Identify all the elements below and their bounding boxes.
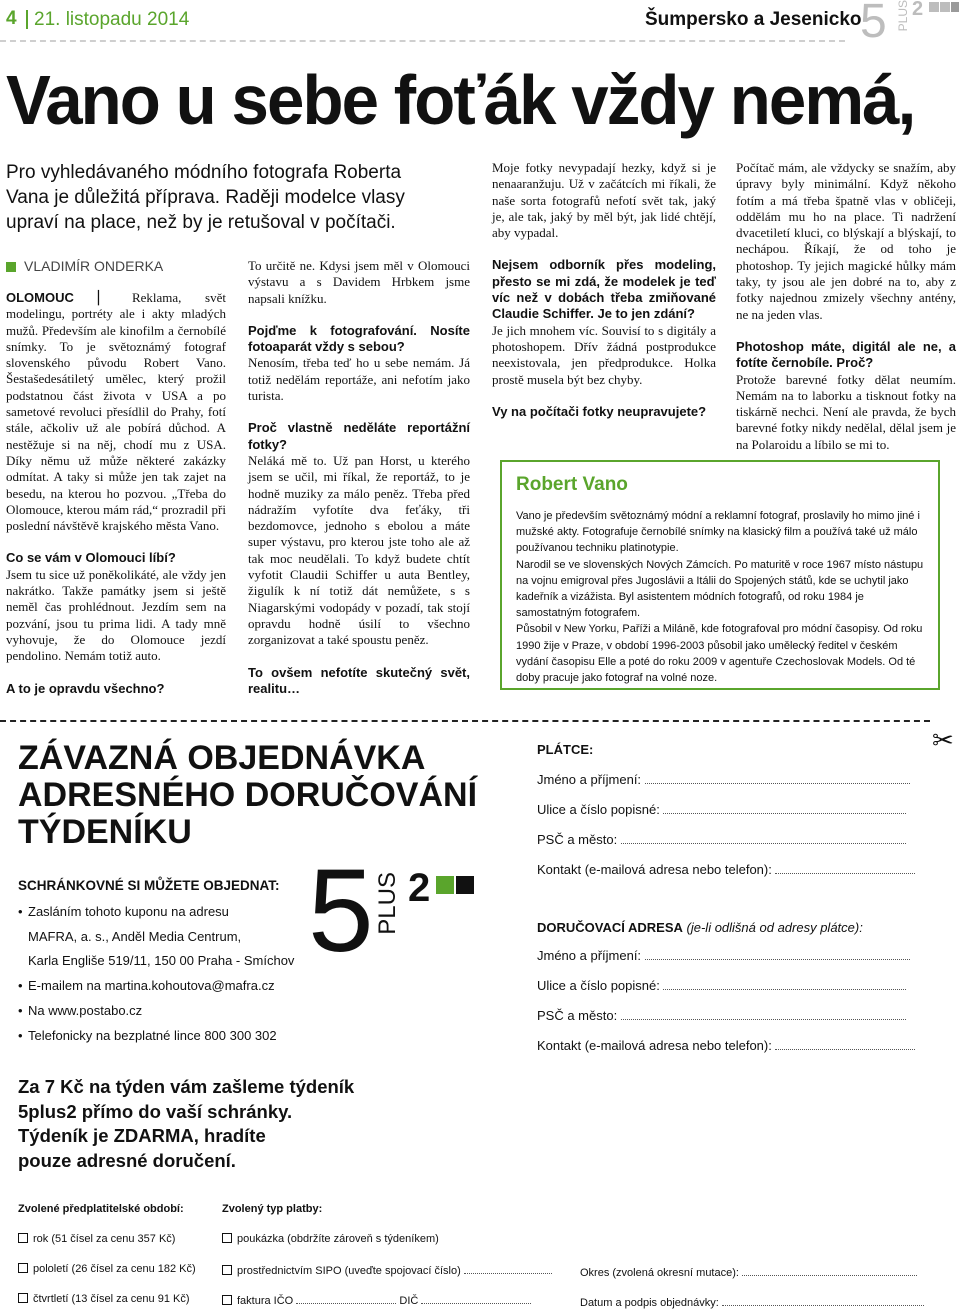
period-option-year[interactable]: rok (51 čísel za cenu 357 Kč): [18, 1233, 175, 1245]
byline-square-icon: [6, 262, 16, 272]
checkbox[interactable]: [18, 1233, 28, 1243]
question-6: Nejsem odborník přes modeling, přesto se mi zdá, že modelek je teď víc než v dobách třeba zmiňované Claudie Schiffer. Je to jen zdání?: [492, 257, 716, 322]
logo-5: 5: [860, 0, 887, 48]
scissors-icon: ✂: [932, 726, 954, 755]
bio-box: [500, 460, 940, 690]
bio-paragraph-2: Narodil se ve slovenských Nových Zámcích. Po maturitě v roce 1967 místo nástupu na vojnu emigroval přes Jugoslávii a Itálii do Spojených států, kde se uchytil jako kadeřník a vizážista. Byl asistentem módních fotografů, od roku 1984 je samostatným fotografem.: [516, 558, 924, 620]
question-8: Photoshop máte, digitál ale ne, a fotíte černobíle. Proč?: [736, 338, 956, 371]
article-column-4: [736, 160, 956, 453]
logo-green-square-1: [436, 876, 454, 894]
period-option-half[interactable]: pololetí (26 čísel za cenu 182 Kč): [18, 1263, 196, 1275]
masthead-logo: [860, 0, 960, 48]
payment-option-poukazka[interactable]: poukázka (obdržíte zároveň s týdeníkem): [222, 1233, 439, 1245]
payer-street-field[interactable]: Ulice a číslo popisné:: [537, 802, 906, 817]
checkbox[interactable]: [222, 1265, 232, 1275]
subscribe-list: [18, 900, 294, 1048]
subscribe-item: MAFRA, a. s., Anděl Media Centrum,: [28, 928, 242, 944]
payment-heading: Zvolený typ platby:: [222, 1203, 323, 1215]
logo-big-sup: 2: [408, 866, 431, 910]
logo-black-square-2: [456, 876, 474, 894]
article-column-1: OLOMOUC ▏ Reklama, svět modelingu, portréty ale i akty mladých mužů. Především ale kinofilm a černobílé snímky. To je světoznámý fotograf slovenského původu Robert Vano. Šestašedesátiletý umělec, který prožil podstatnou část života v USA a po sametové revoluci přesídlil do Prahy, fotí stále, ačkoliv už ale pobírá důchod. A nestěžuje si na něj, chodí mu z USA. Díky němu už může některé zakázky odmítat. A taky si může jen tak zajet na besedu, na kterou ho pozvou. „Třeba do Olomouce, kterou mám rád,“ prozradil při poslední návštěvě krajského města Vano. Co se vám v Olomouci líbí? Jsem tu sice už poněkolikáté, ale vždy jen nakrátko. Takže památky jsem si ještě neměl čas prohlédnout. Jezdím sem na pozvání, jsou tu prima lidi. A tady mně vyhovuje, že do Olomouce jezdí pendolino. Nemám totiž auto. A to je opravdu všechno?: [6, 290, 226, 696]
checkbox[interactable]: [18, 1263, 28, 1273]
5plus2-logo: [308, 845, 478, 982]
checkbox[interactable]: [222, 1233, 232, 1243]
checkbox[interactable]: [222, 1295, 232, 1305]
delivery-name-field[interactable]: Jméno a příjmení:: [537, 948, 910, 963]
subscribe-item: • Na www.postabo.cz: [18, 1002, 143, 1018]
dateline: OLOMOUC: [6, 290, 74, 305]
period-option-quarter[interactable]: čtvrtletí (13 čísel za cenu 91 Kč): [18, 1293, 190, 1305]
question-4: Proč vlastně neděláte reportážní fotky?: [248, 420, 470, 452]
intro-text: Reklama, svět modelingu, portréty ale i akty mladých mužů. Především ale kinofilm a černobílé snímky. To je světoznámý fotograf slovenského původu Robert Vano. Šestašedesátiletý umělec, který prožil podstatnou část života v USA a po sametové revoluci přesídlil do Prahy, fotí stále, ačkoliv už ale pobírá důchod. A nestěžuje si na něj, chodí mu z USA. Díky němu už může některé zakázky odmítat. A taky si může jen tak zajet na besedu, na kterou ho pozvou. „Třeba do Olomouce, kterou mám rád,“ prozradil při poslední návštěvě krajského města Vano.: [6, 290, 226, 534]
order-title-line-3: TÝDENÍKU: [18, 813, 192, 851]
article-column-2: [248, 258, 470, 697]
header-rule: [0, 40, 845, 42]
answer-5: Moje fotky nevypadají hezky, když si je nenaaranžuju. Už v začátcích mi říkali, že naše sorta fotografů nefotí svět tak, jaký je, ale tak, jaký by měl být, jak lidé chtějí, aby vypadal.: [492, 160, 716, 241]
payer-contact-field[interactable]: Kontakt (e-mailová adresa nebo telefon):: [537, 862, 915, 877]
order-title: [18, 740, 477, 851]
logo-plus: PLUS: [896, 0, 910, 32]
period-heading: Zvolené předplatitelské období:: [18, 1203, 184, 1215]
question-2: A to je opravdu všechno?: [6, 680, 165, 696]
issue-date: 21. listopadu 2014: [34, 9, 190, 30]
logo-sup: 2: [912, 0, 924, 20]
order-title-line-1: ZÁVAZNÁ OBJEDNÁVKA: [18, 739, 426, 777]
delivery-heading: DORUČOVACÍ ADRESA (je-li odlišná od adresy plátce):: [537, 920, 863, 935]
bio-title: Robert Vano: [516, 474, 628, 495]
question-1: Co se vám v Olomouci líbí?: [6, 550, 176, 566]
logo-big-plus: PLUS: [374, 872, 401, 935]
logo-square-2: [940, 2, 950, 12]
page-number: 4: [6, 8, 17, 29]
logo-square-1: [929, 2, 939, 12]
logo-square-3: [951, 2, 959, 12]
question-7: Vy na počítači fotky neupravujete?: [492, 403, 707, 419]
question-3: Pojďme k fotografování. Nosíte fotoaparát vždy s sebou?: [248, 322, 470, 355]
logo-big-5: 5: [308, 845, 374, 977]
answer-8: Protože barevné fotky dělat neumím. Nemám na to laborku a tisknout fotky na tiskárně nechci. Není ale pravda, že bych barevné fotky nikdy nedělal, dělal jsem je na Polaroidu a líbilo se mi to.: [736, 371, 956, 452]
answer-1: Jsem tu sice už poněkolikáté, ale vždy jen nakrátko. Takže památky jsem si ještě neměl čas prohlédnout. Jezdím sem na pozvání, jsou tu prima lidi. A tady mně vyhovuje, že do Olomouce jezdí pendolino. Nemám totiž auto.: [6, 566, 226, 664]
subscribe-heading: SCHRÁNKOVNÉ SI MŮŽETE OBJEDNAT:: [18, 878, 280, 893]
promo-text: Za 7 Kč na týden vám zašleme týdeník 5plus2 přímo do vaší schránky. Týdeník je ZDARMA, hradíte pouze adresné doručení.: [18, 1076, 355, 1171]
date-signature-field[interactable]: Datum a podpis objednávky:: [580, 1295, 924, 1309]
cut-line: [0, 720, 930, 722]
article-column-3: [492, 160, 716, 420]
subscribe-item: • E-mailem na martina.kohoutova@mafra.cz: [18, 978, 275, 994]
payer-city-field[interactable]: PSČ a město:: [537, 832, 906, 847]
answer-2: To určitě ne. Kdysi jsem měl v Olomouci výstavu a s Davidem Hrbkem jsme napsali knížku.: [248, 258, 470, 306]
bio-paragraph-3: Působil v New Yorku, Paříži a Miláně, kde fotografoval pro módní časopisy. Od roku 1990 žije v Praze, v období 1996-2003 působil jako umělecký ředitel v českém vydání časopisu Elle a poté do roku 2009 v agentuře Czechoslovak Models. Od té doby pracuje jako fotograf na volné noze.: [516, 623, 923, 685]
question-5: To ovšem nefotíte skutečný svět, realitu…: [248, 664, 470, 696]
payment-option-sipo[interactable]: prostřednictvím SIPO (uveďte spojovací číslo): [222, 1263, 552, 1277]
bio-paragraph-1: Vano je především světoznámý módní a reklamní fotograf, proslavily ho mimo jiné i mužské akty. Fotografuje černobílé snímky na klasický film a používá také už málo používanou techniku platinotypie.: [516, 510, 920, 555]
region-title: Šumpersko a Jesenicko: [645, 9, 862, 30]
order-title-line-2: ADRESNÉHO DORUČOVÁNÍ: [18, 776, 478, 814]
payment-option-faktura[interactable]: faktura IČO DIČ: [222, 1293, 531, 1307]
delivery-street-field[interactable]: Ulice a číslo popisné:: [537, 978, 906, 993]
answer-6: Je jich mnohem víc. Souvisí to s digitály a photoshopem. Dřív žádná postprodukce neexistovala, jen předprodukce. Holka prostě musela být bez chyby.: [492, 322, 716, 387]
author-name: VLADIMÍR ONDERKA: [24, 258, 164, 274]
okres-field[interactable]: Okres (zvolená okresní mutace):: [580, 1265, 917, 1279]
answer-4: Neláká mě to. Už pan Horst, u kterého jsem se učil, mi říkal, že reportáž, to je hodně muziky za málo peněz. Třeba před nádražím vyfotíte dva feťáky, tři bezdomovce, jednoho s ebolou a máte super výstavu, pro kterou jste toho ale až tak moc neudělali. To když budete chtít vyfotit Claudii Schiffer u auta Bentley, žigulík k ní totiž dát nemůžete, s s Niagarskými vodopády v pozadí, tak stojí opravdu hodně úsilí to všechno zorganizovat a také spoustu peněz.: [248, 452, 470, 648]
subscribe-item: • Zasláním tohoto kuponu na adresu: [18, 904, 229, 919]
headline: Vano u sebe foťák vždy nemá,: [6, 61, 915, 139]
subscribe-item: • Telefonicky na bezplatné lince 800 300 302: [18, 1027, 277, 1043]
lede: Pro vyhledávaného módního fotografa Roberta Vana je důležitá příprava. Raději modelce vlasy upraví na place, než by je retušoval v počítači.: [6, 162, 405, 233]
delivery-city-field[interactable]: PSČ a město:: [537, 1008, 906, 1023]
payer-name-field[interactable]: Jméno a příjmení:: [537, 772, 910, 787]
payer-heading: PLÁTCE:: [537, 742, 594, 757]
subscribe-item: Karla Engliše 519/11, 150 00 Praha - Smíchov: [28, 953, 295, 969]
delivery-contact-field[interactable]: Kontakt (e-mailová adresa nebo telefon):: [537, 1038, 915, 1053]
checkbox[interactable]: [18, 1293, 28, 1303]
answer-3: Nenosím, třeba teď ho u sebe nemám. Já totiž nedělám reportáže, ani nefotím jako turista.: [248, 355, 470, 404]
author-byline: [6, 258, 163, 274]
header-separator: [26, 10, 28, 29]
answer-7: Počítač mám, ale vždycky se snažím, aby úpravy byly minimální. Když někoho fotím a má třeba špatně vlas v obličeji, oddělám mu ho na place. Ti nadržení dvacetiletí kluci, co blýskají a blýskají, to nechápou. Říkají, že od toho je photoshop. Ty jejich magické hůlky mám taky, ty jsou ale jen dobré na to, aby z fotky najednou zmizely všechny antény, ne na jeden vlas.: [736, 160, 956, 322]
